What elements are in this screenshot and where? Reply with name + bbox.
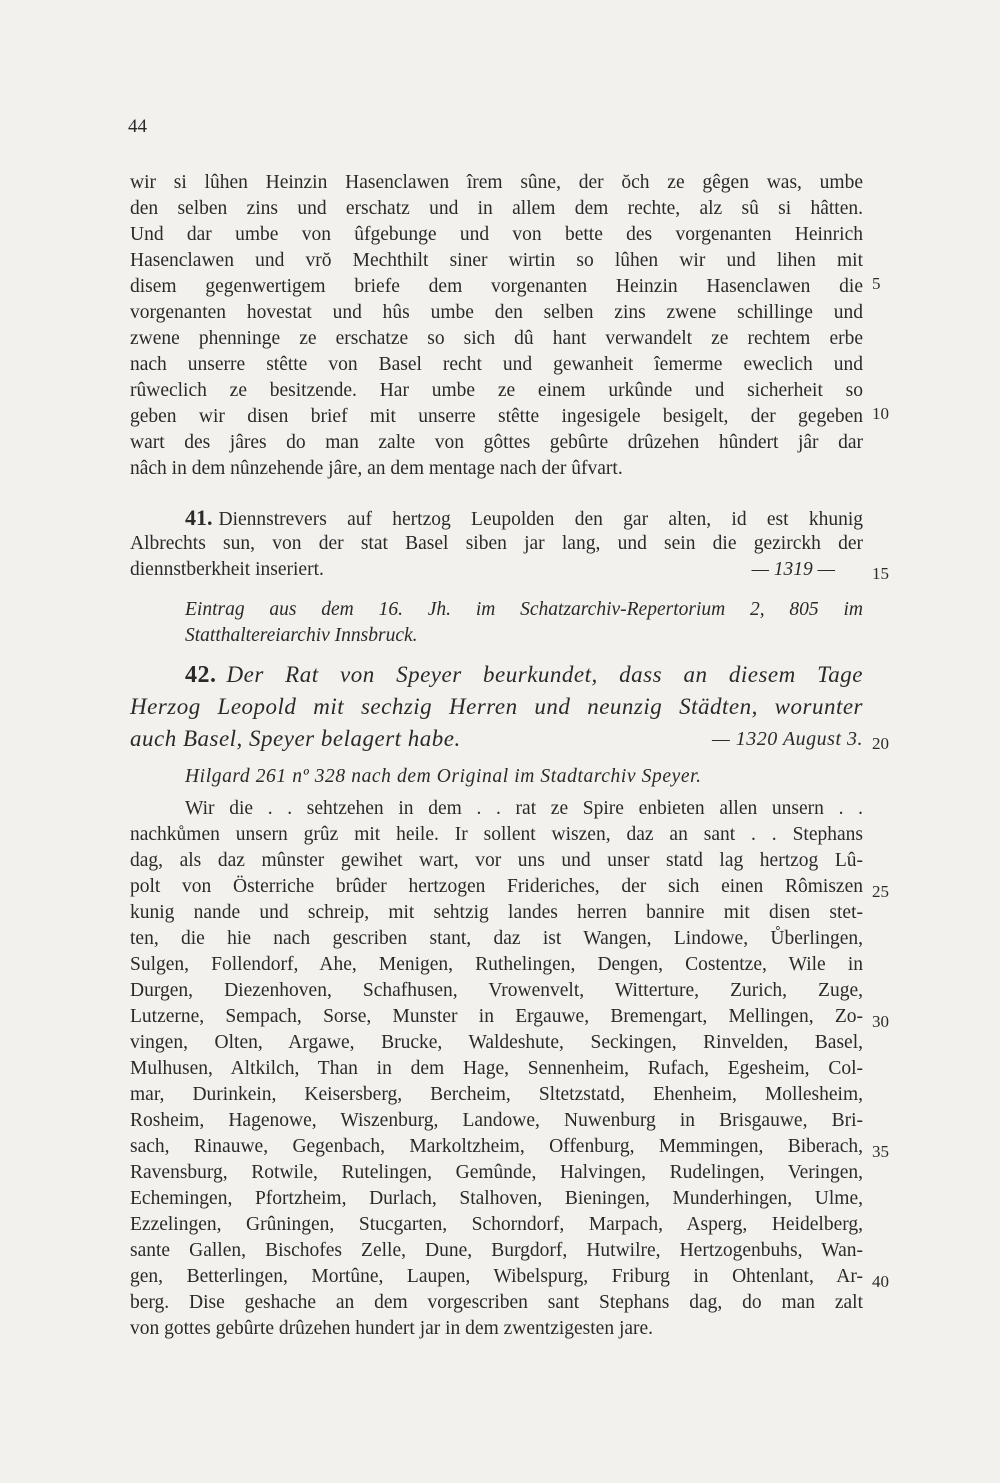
text-line: Wir die . . sehtzehen in dem . . rat ze Spire enbieten allen unsern . . xyxy=(185,798,863,819)
margin-line-number: 40 xyxy=(872,1272,889,1291)
text-line: disem gegenwertigem briefe dem vorgenanten Heinzin Hasenclawen die xyxy=(130,276,863,297)
doc41-regest-3-line xyxy=(130,557,863,583)
text-line: Ezzelingen, Grûningen, Stucgarten, Schorndorf, Marpach, Asperg, Heidelberg, xyxy=(130,1214,863,1235)
text-line: nach unserre stêtte von Basel recht und gewanheit îemerme eweclich und xyxy=(130,354,863,375)
text-line: wir si lûhen Heinzin Hasenclawen îrem sûne, der ŏch ze gêgen was, umbe xyxy=(130,172,863,193)
text-line: ten, die hie nach gescriben stant, daz ist Wangen, Lindowe, Ůberlingen, xyxy=(130,928,863,949)
text-line: rûweclich ze besitzende. Har umbe ze einem urkûnde und sicherheit so xyxy=(130,380,863,401)
margin-line-number: 15 xyxy=(872,564,889,583)
text-line: Durgen, Diezenhoven, Schafhusen, Vrowenvelt, Witterture, Zurich, Zuge, xyxy=(130,980,863,1001)
text-line: sante Gallen, Bischofes Zelle, Dune, Burgdorf, Hutwilre, Hertzogenbuhs, Wan- xyxy=(130,1240,863,1261)
text-line: vingen, Olten, Argawe, Brucke, Waldeshute, Seckingen, Rinvelden, Basel, xyxy=(130,1032,863,1053)
doc42-heading-line xyxy=(130,660,863,690)
text-line: polt von Österriche brûder hertzogen Frideriches, der sich einen Rômiszen xyxy=(130,876,863,897)
text-line: den selben zins und erschatz und in allem dem rechte, alz sû si hâtten. xyxy=(130,198,863,219)
text-line: Und dar umbe von ûfgebunge und von bette des vorgenanten Heinrich xyxy=(130,224,863,245)
doc42-regest-2: Herzog Leopold mit sechzig Herren und neunzig Städten, worunter xyxy=(130,694,863,719)
text-line: dag, als daz mûnster gewihet wart, vor uns und unser statd lag hertzog Lû- xyxy=(130,850,863,871)
text-line: Ravensburg, Rotwile, Rutelingen, Gemûnde, Halvingen, Rudelingen, Veringen, xyxy=(130,1162,863,1183)
doc41-date: — 1319 — xyxy=(751,559,835,580)
text-line: geben wir disen brief mit unserre stêtte ingesigele besigelt, der gegeben xyxy=(130,406,863,427)
margin-line-number: 30 xyxy=(872,1012,889,1031)
text-line: vorgenanten hovestat und hûs umbe den selben zins zwene schillinge und xyxy=(130,302,863,323)
text-line: berg. Dise geshache an dem vorgescriben sant Stephans dag, do man zalt xyxy=(130,1292,863,1313)
page-number: 44 xyxy=(128,116,147,137)
text-line: mar, Durinkein, Keisersberg, Bercheim, Sltetzstatd, Ehenheim, Mollesheim, xyxy=(130,1084,863,1105)
text-line: gen, Betterlingen, Mortûne, Laupen, Wibelspurg, Friburg in Ohtenlant, Ar- xyxy=(130,1266,863,1287)
text-line: Mulhusen, Altkilch, Than in dem Hage, Sennenheim, Rufach, Egesheim, Col- xyxy=(130,1058,863,1079)
margin-line-number: 25 xyxy=(872,882,889,901)
doc42-number: 42. xyxy=(185,662,217,688)
doc41-regest-3: diennstberkheit inseriert. xyxy=(130,559,324,580)
text-line: Echemingen, Pfortzheim, Durlach, Stalhoven, Bieningen, Munderhingen, Ulme, xyxy=(130,1188,863,1209)
text-line: Lutzerne, Sempach, Sorse, Munster in Ergauwe, Bremengart, Mellingen, Zo- xyxy=(130,1006,863,1027)
doc41-regest-2: Albrechts sun, von der stat Basel siben jar lang, und sein die gezirckh der xyxy=(130,533,863,554)
text-line: zwene phenninge ze erschatze so sich dû hant verwandelt ze rechtem erbe xyxy=(130,328,863,349)
text-line: von gottes gebûrte drûzehen hundert jar in dem zwentzigesten jare. xyxy=(130,1318,654,1339)
margin-line-number: 20 xyxy=(872,734,889,753)
margin-line-number: 10 xyxy=(872,404,889,423)
doc42-regest-3-line xyxy=(130,724,863,754)
doc42-date: — 1320 August 3. xyxy=(712,728,863,750)
doc42-source: Hilgard 261 nº 328 nach dem Original im Stadtarchiv Speyer. xyxy=(185,766,702,787)
doc42-regest-3: auch Basel, Speyer belagert habe. xyxy=(130,726,461,751)
text-line: Hasenclawen und vrŏ Mechthilt siner wirtin so lûhen wir und lihen mit xyxy=(130,250,863,271)
doc41-regest-1: Diennstrevers auf hertzog Leupolden den gar alten, id est khunig xyxy=(218,509,863,530)
doc42-regest-1: Der Rat von Speyer beurkundet, dass an diesem Tage xyxy=(226,662,863,687)
text-line: nachkůmen unsern grûz mit heile. Ir sollent wiszen, daz an sant . . Stephans xyxy=(130,824,863,845)
text-line: sach, Rinauwe, Gegenbach, Markoltzheim, Offenburg, Memmingen, Biberach, xyxy=(130,1136,863,1157)
doc41-source-1: Eintrag aus dem 16. Jh. im Schatzarchiv-Repertorium 2, 805 im xyxy=(185,599,863,620)
doc41-source-2: Statthaltereiarchiv Innsbruck. xyxy=(185,625,418,646)
text-line: nâch in dem nûnzehende jâre, an dem mentage nach der ûfvart. xyxy=(130,458,623,479)
doc41-heading-line xyxy=(130,505,863,531)
text-line: wart des jâres do man zalte von gôttes gebûrte drûzehen hûndert jâr dar xyxy=(130,432,863,453)
margin-line-number: 35 xyxy=(872,1142,889,1161)
margin-line-number: 5 xyxy=(872,274,881,293)
doc41-number: 41. xyxy=(185,505,213,530)
text-line: kunig nande und schreip, mit sehtzig landes herren bannire mit disen stet- xyxy=(130,902,863,923)
text-line: Rosheim, Hagenowe, Wiszenburg, Landowe, Nuwenburg in Brisgauwe, Bri- xyxy=(130,1110,863,1131)
text-line: Sulgen, Follendorf, Ahe, Menigen, Ruthelingen, Dengen, Costentze, Wile in xyxy=(130,954,863,975)
